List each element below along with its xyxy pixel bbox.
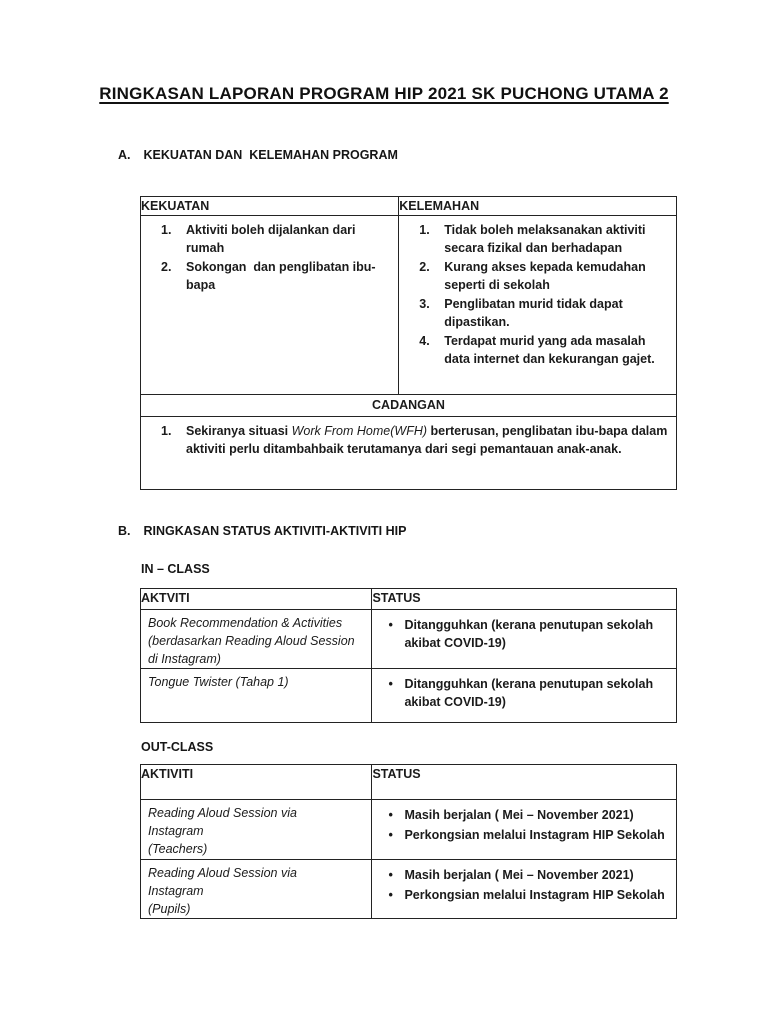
kekuatan-cell	[141, 216, 399, 395]
cadangan-header-row	[141, 395, 677, 417]
cadangan-row	[141, 417, 677, 490]
strengths-weaknesses-table	[140, 196, 677, 490]
status-list	[372, 860, 676, 904]
aktiviti-column-header: AKTIVITI	[141, 765, 372, 800]
section-a-title: KEKUATAN DAN KELEMAHAN PROGRAM	[143, 148, 398, 162]
status-item: • Masih berjalan ( Mei – November 2021)	[387, 866, 670, 884]
table-row	[141, 216, 677, 395]
cadangan-cell	[141, 417, 677, 490]
list-item: Sokongan dan penglibatan ibu-bapa	[186, 260, 376, 292]
out-class-status-table	[140, 764, 677, 919]
status-item: • Masih berjalan ( Mei – November 2021)	[387, 806, 670, 824]
status-cell	[372, 610, 677, 669]
status-item: • Perkongsian melalui Instagram HIP Sekolah	[387, 826, 670, 844]
out-class-subheading: OUT-CLASS	[141, 740, 214, 754]
in-class-status-table	[140, 588, 677, 723]
cadangan-text-italic: Work From Home(WFH)	[291, 424, 428, 438]
section-b-label: B.	[118, 524, 131, 538]
kelemahan-cell	[399, 216, 677, 395]
table-row	[141, 610, 677, 669]
cadangan-header: CADANGAN	[141, 395, 677, 417]
status-item: • Perkongsian melalui Instagram HIP Sekolah	[387, 886, 670, 904]
section-b-title: RINGKASAN STATUS AKTIVITI-AKTIVITI HIP	[143, 524, 407, 538]
section-a-heading	[118, 148, 398, 162]
list-item: Penglibatan murid tidak dapat dipastikan.	[444, 297, 627, 329]
table-header-row	[141, 589, 677, 610]
status-cell	[372, 860, 677, 919]
status-item: • Ditangguhkan (kerana penutupan sekolah akibat COVID-19)	[387, 675, 670, 711]
list-item: Tidak boleh melaksanakan aktiviti secara fizikal dan berhadapan	[444, 223, 649, 255]
kekuatan-list	[141, 216, 398, 294]
activity-name: Book Recommendation & Activities (berdasarkan Reading Aloud Session di Instagram)	[148, 616, 359, 666]
kelemahan-column-header: KELEMAHAN	[399, 197, 677, 216]
activity-name-line: Instagram	[148, 824, 204, 838]
list-item: Kurang akses kepada kemudahan seperti di sekolah	[444, 260, 650, 292]
status-list	[372, 800, 676, 844]
kekuatan-column-header: KEKUATAN	[141, 197, 399, 216]
table-header-row	[141, 197, 677, 216]
cadangan-text-prefix: Sekiranya situasi	[186, 424, 292, 438]
activity-cell	[141, 800, 372, 860]
activity-cell	[141, 669, 372, 723]
status-column-header: STATUS	[372, 589, 677, 610]
table-row	[141, 800, 677, 860]
status-item: • Ditangguhkan (kerana penutupan sekolah akibat COVID-19)	[387, 616, 670, 652]
list-item: Terdapat murid yang ada masalah data internet dan kekurangan gajet.	[444, 334, 655, 366]
list-item	[161, 422, 670, 458]
activity-cell	[141, 860, 372, 919]
aktviti-column-header: AKTVITI	[141, 589, 372, 610]
document-title: RINGKASAN LAPORAN PROGRAM HIP 2021 SK PUCHONG UTAMA 2	[99, 84, 669, 103]
section-b-heading	[118, 524, 406, 538]
in-class-subheading: IN – CLASS	[141, 562, 210, 576]
activity-name-line: Instagram	[148, 884, 204, 898]
cadangan-text-suffix: berterusan, penglibatan ibu-bapa dalam aktiviti perlu ditambahbaik terutamanya dari segi pemantauan anak-anak.	[186, 424, 671, 456]
activity-cell	[141, 610, 372, 669]
activity-name-line: Reading Aloud Session via	[148, 806, 297, 820]
status-column-header: STATUS	[372, 765, 677, 800]
status-cell	[372, 800, 677, 860]
activity-name-line: (Pupils)	[148, 902, 191, 916]
kelemahan-list	[399, 216, 676, 368]
activity-name-line: (Teachers)	[148, 842, 208, 856]
list-item: Aktiviti boleh dijalankan dari rumah	[186, 223, 359, 255]
table-row	[141, 860, 677, 919]
status-list	[372, 610, 676, 652]
status-cell	[372, 669, 677, 723]
cadangan-list	[141, 417, 676, 458]
activity-name-line: Reading Aloud Session via	[148, 866, 297, 880]
table-header-row	[141, 765, 677, 800]
activity-name: Tongue Twister (Tahap 1)	[148, 675, 289, 689]
table-row	[141, 669, 677, 723]
section-a-label: A.	[118, 148, 131, 162]
status-list	[372, 669, 676, 711]
